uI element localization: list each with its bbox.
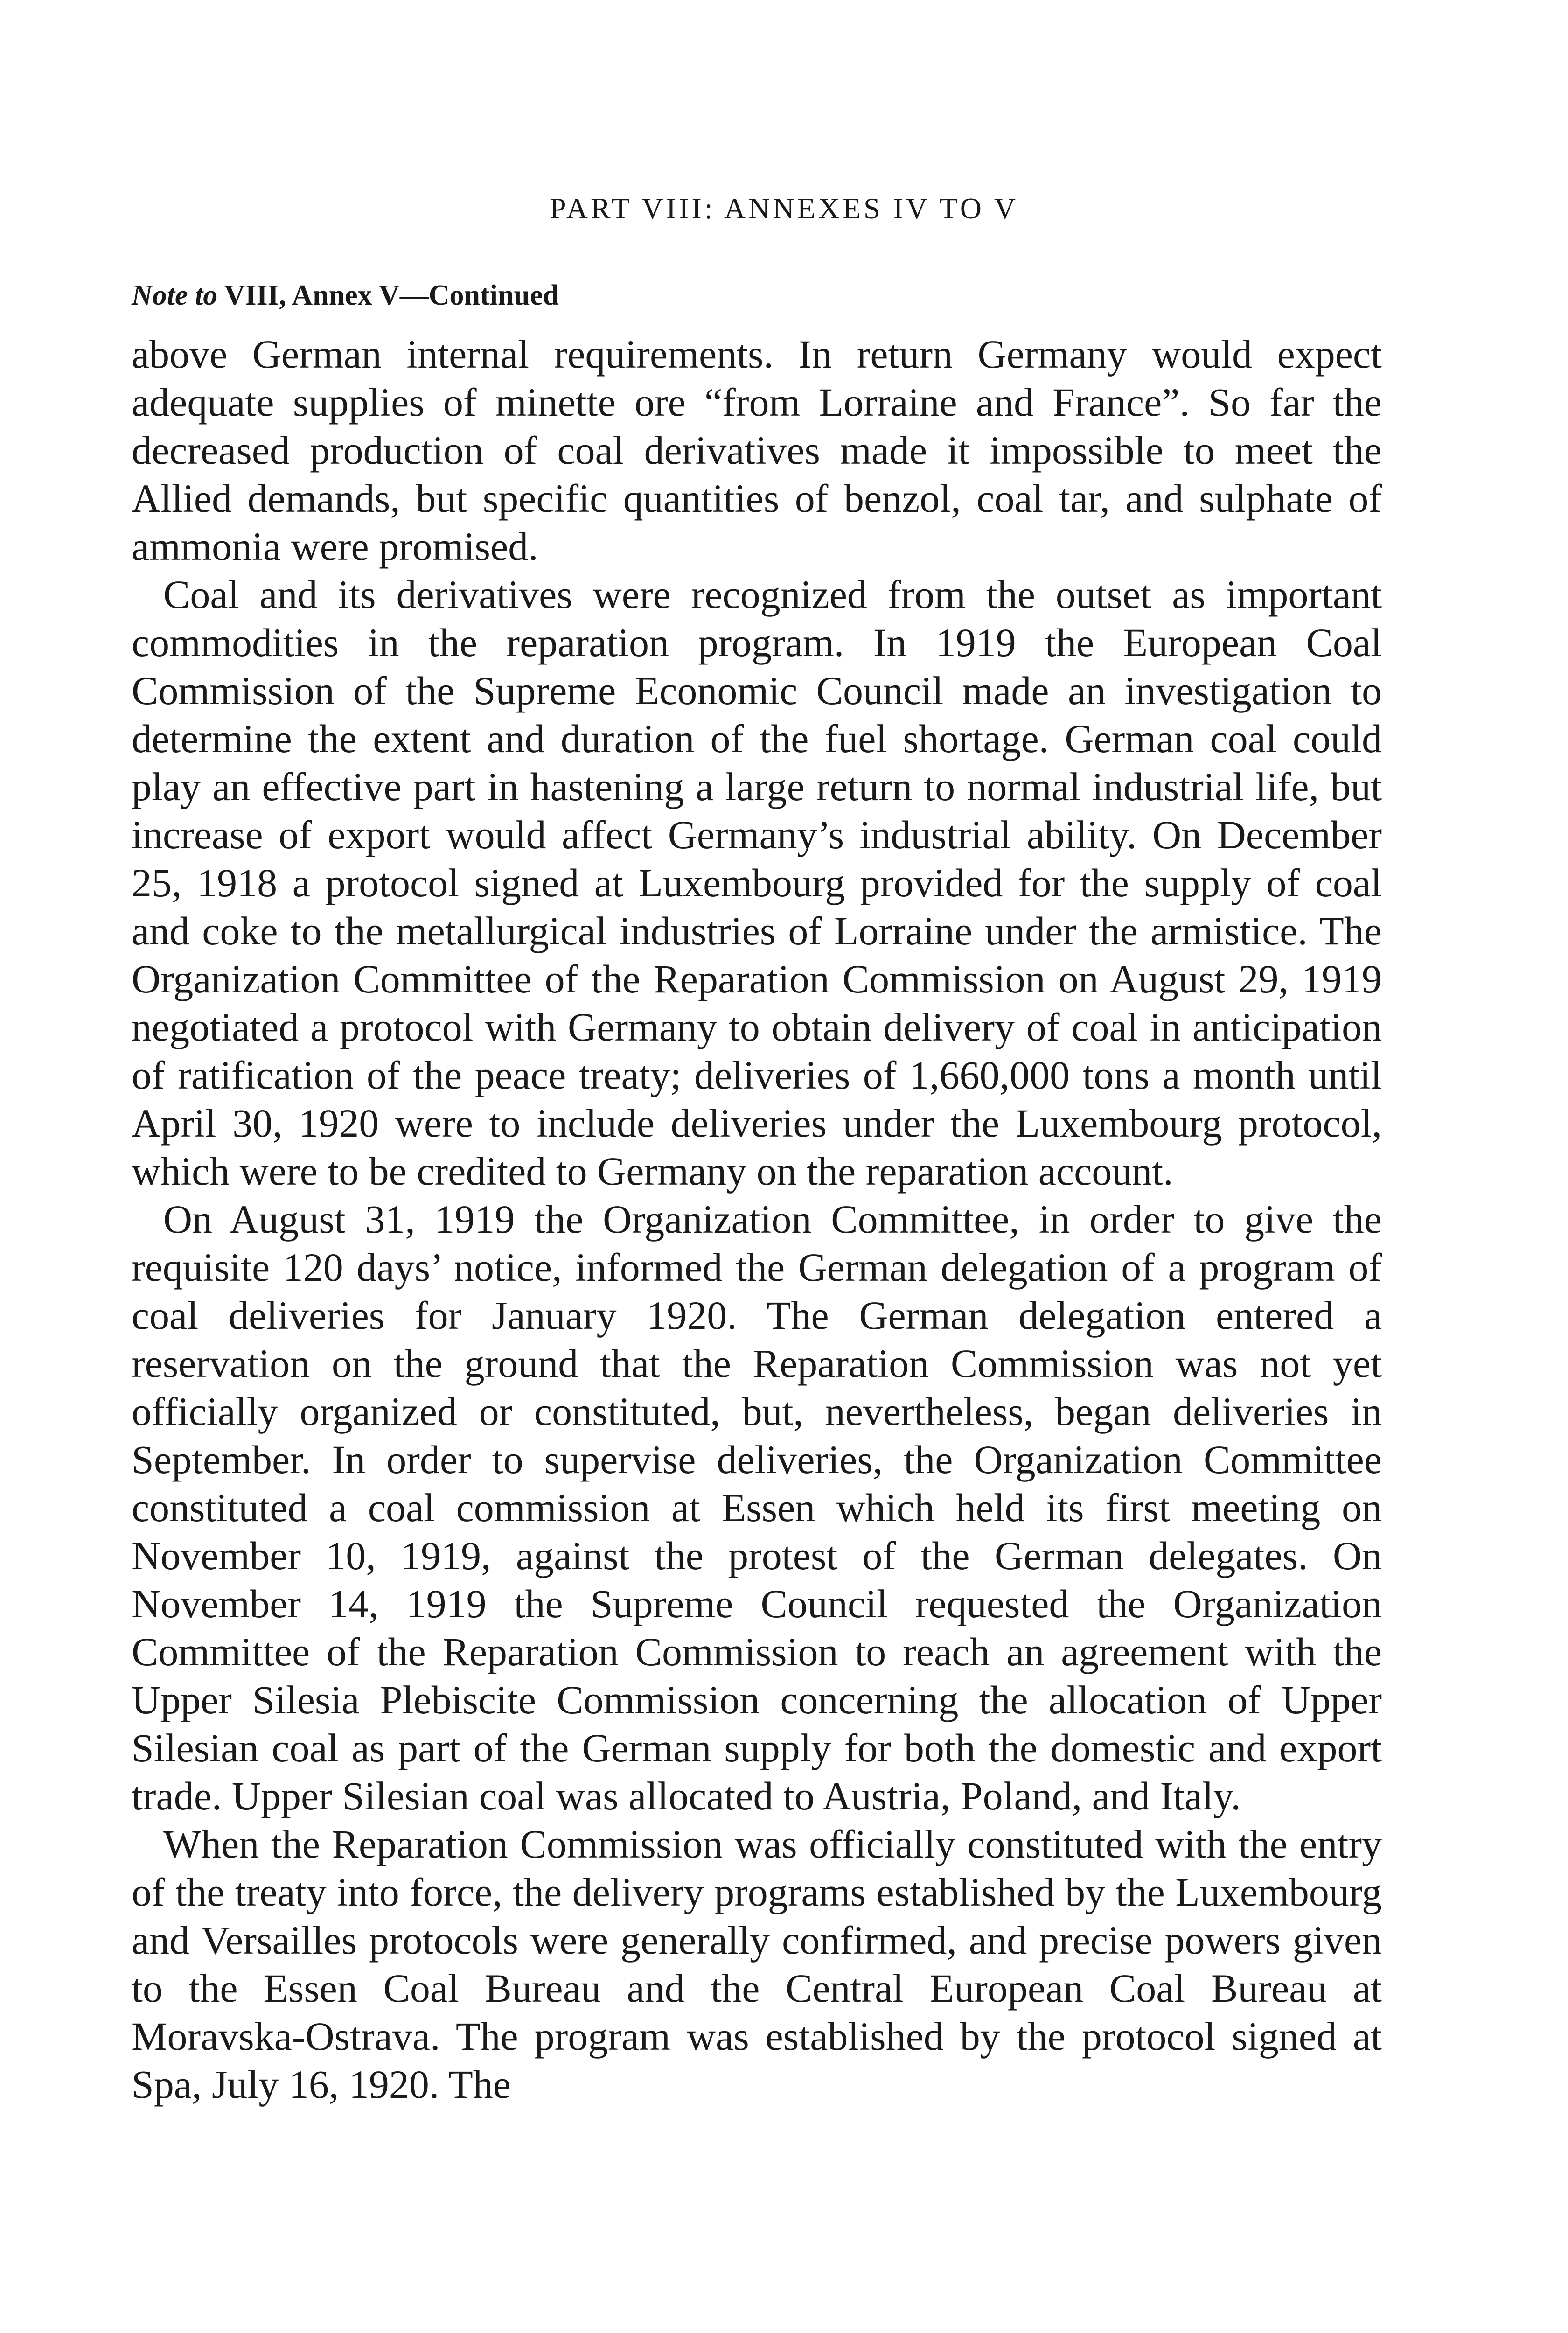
running-head: PART VIII: ANNEXES IV TO V [549,192,1019,225]
note-prefix: Note to [132,279,218,311]
note-rest: VIII, Annex V—Continued [217,279,559,311]
paragraph-2: Coal and its derivatives were recognized from the outset as important commodities in the reparation program. In 1919 the European Coal Commission of the Supreme Economic Council made an investigation to determine the extent and duration of the fuel shortage. German coal could play an effective part in hastening a large return to normal industrial life, but increase of export would affect Germany’s industrial ability. On December 25, 1918 a protocol signed at Luxembourg provided for the supply of coal and coke to the metallurgical industries of Lorraine under the armistice. The Organization Committee of the Reparation Commission on August 29, 1919 negotiated a protocol with Germany to obtain delivery of coal in anticipation of ratification of the peace treaty; deliveries of 1,660,000 tons a month until April 30, 1920 were to include deliveries under the Luxembourg protocol, which were to be credited to Germany on the reparation account. [132,572,1382,1194]
continuation-note [132,279,559,312]
paragraph-4: When the Reparation Commission was officially constituted with the entry of the treaty into force, the delivery programs established by the Luxembourg and Versailles protocols were generally confirmed, and precise powers given to the Essen Coal Bureau and the Central European Coal Bureau at Moravska-Ostrava. The program was established by the protocol signed at Spa, July 16, 1920. The [132,1822,1382,2107]
paragraph-1: above German internal requirements. In return Germany would expect adequate supplies of minette ore “from Lorraine and France”. So far the decreased production of coal derivatives made it impossible to meet the Allied demands, but specific quantities of benzol, coal tar, and sulphate of ammonia were promised. [132,332,1382,569]
paragraph-3: On August 31, 1919 the Organization Committee, in order to give the requisite 120 days’ notice, informed the German delegation of a program of coal deliveries for January 1920. The German delegation entered a reservation on the ground that the Reparation Commission was not yet officially organized or constituted, but, nevertheless, began deliveries in September. In order to supervise deliveries, the Organization Committee constituted a coal commission at Essen which held its first meeting on November 10, 1919, against the protest of the German delegates. On November 14, 1919 the Supreme Council requested the Organization Committee of the Reparation Commission to reach an agreement with the Upper Silesia Plebiscite Commission concerning the allocation of Upper Silesian coal as part of the German supply for both the domestic and export trade. Upper Silesian coal was allocated to Austria, Poland, and Italy. [132,1197,1382,1818]
body-text [132,330,1382,2109]
